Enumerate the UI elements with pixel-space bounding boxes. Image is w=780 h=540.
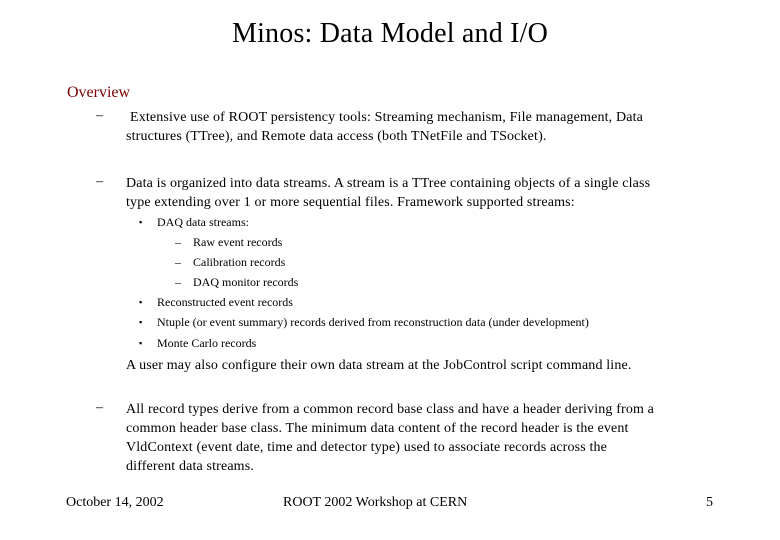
- stream-item: DAQ data streams:: [157, 215, 249, 229]
- daq-stream-item: Raw event records: [193, 235, 283, 249]
- point2-note: A user may also configure their own data stream at the JobControl script command line.: [126, 358, 632, 373]
- dash-marker: –: [96, 400, 103, 415]
- bullet-marker: ▪: [139, 217, 143, 227]
- daq-stream-item: DAQ monitor records: [193, 275, 299, 289]
- dash-marker: –: [96, 174, 103, 189]
- section-heading: Overview: [67, 84, 131, 101]
- stream-item: Ntuple (or event summary) records derived from reconstruction data (under development): [157, 315, 589, 329]
- stream-item: Reconstructed event records: [157, 295, 293, 309]
- footer-date: October 14, 2002: [66, 495, 164, 510]
- point1-line2: structures (TTree), and Remote data access (both TNetFile and TSocket).: [126, 129, 547, 144]
- bullet-marker: ▪: [139, 297, 143, 307]
- point3-line2: common header base class. The minimum data content of the record header is the event: [126, 421, 629, 436]
- slide-title: Minos: Data Model and I/O: [231, 18, 549, 49]
- dash-marker: –: [175, 275, 181, 289]
- dash-marker: –: [175, 235, 181, 249]
- point3-line1: All record types derive from a common record base class and have a header deriving from a: [126, 402, 655, 417]
- daq-stream-item: Calibration records: [193, 255, 286, 269]
- footer-event: ROOT 2002 Workshop at CERN: [283, 495, 468, 510]
- bullet-marker: ▪: [139, 338, 143, 348]
- dash-marker: –: [175, 255, 181, 269]
- dash-marker: –: [96, 108, 103, 123]
- point3-line4: different data streams.: [126, 459, 254, 474]
- page-number: 5: [706, 495, 713, 510]
- point1-line1: Extensive use of ROOT persistency tools: Streaming mechanism, File management, Data: [130, 110, 643, 125]
- bullet-marker: ▪: [139, 317, 143, 327]
- point2-line1: Data is organized into data streams. A stream is a TTree containing objects of a single class: [126, 176, 651, 191]
- stream-item: Monte Carlo records: [157, 336, 257, 350]
- point2-line2: type extending over 1 or more sequential files. Framework supported streams:: [126, 195, 575, 210]
- point3-line3: VldContext (event date, time and detector type) used to associate records across the: [126, 440, 608, 455]
